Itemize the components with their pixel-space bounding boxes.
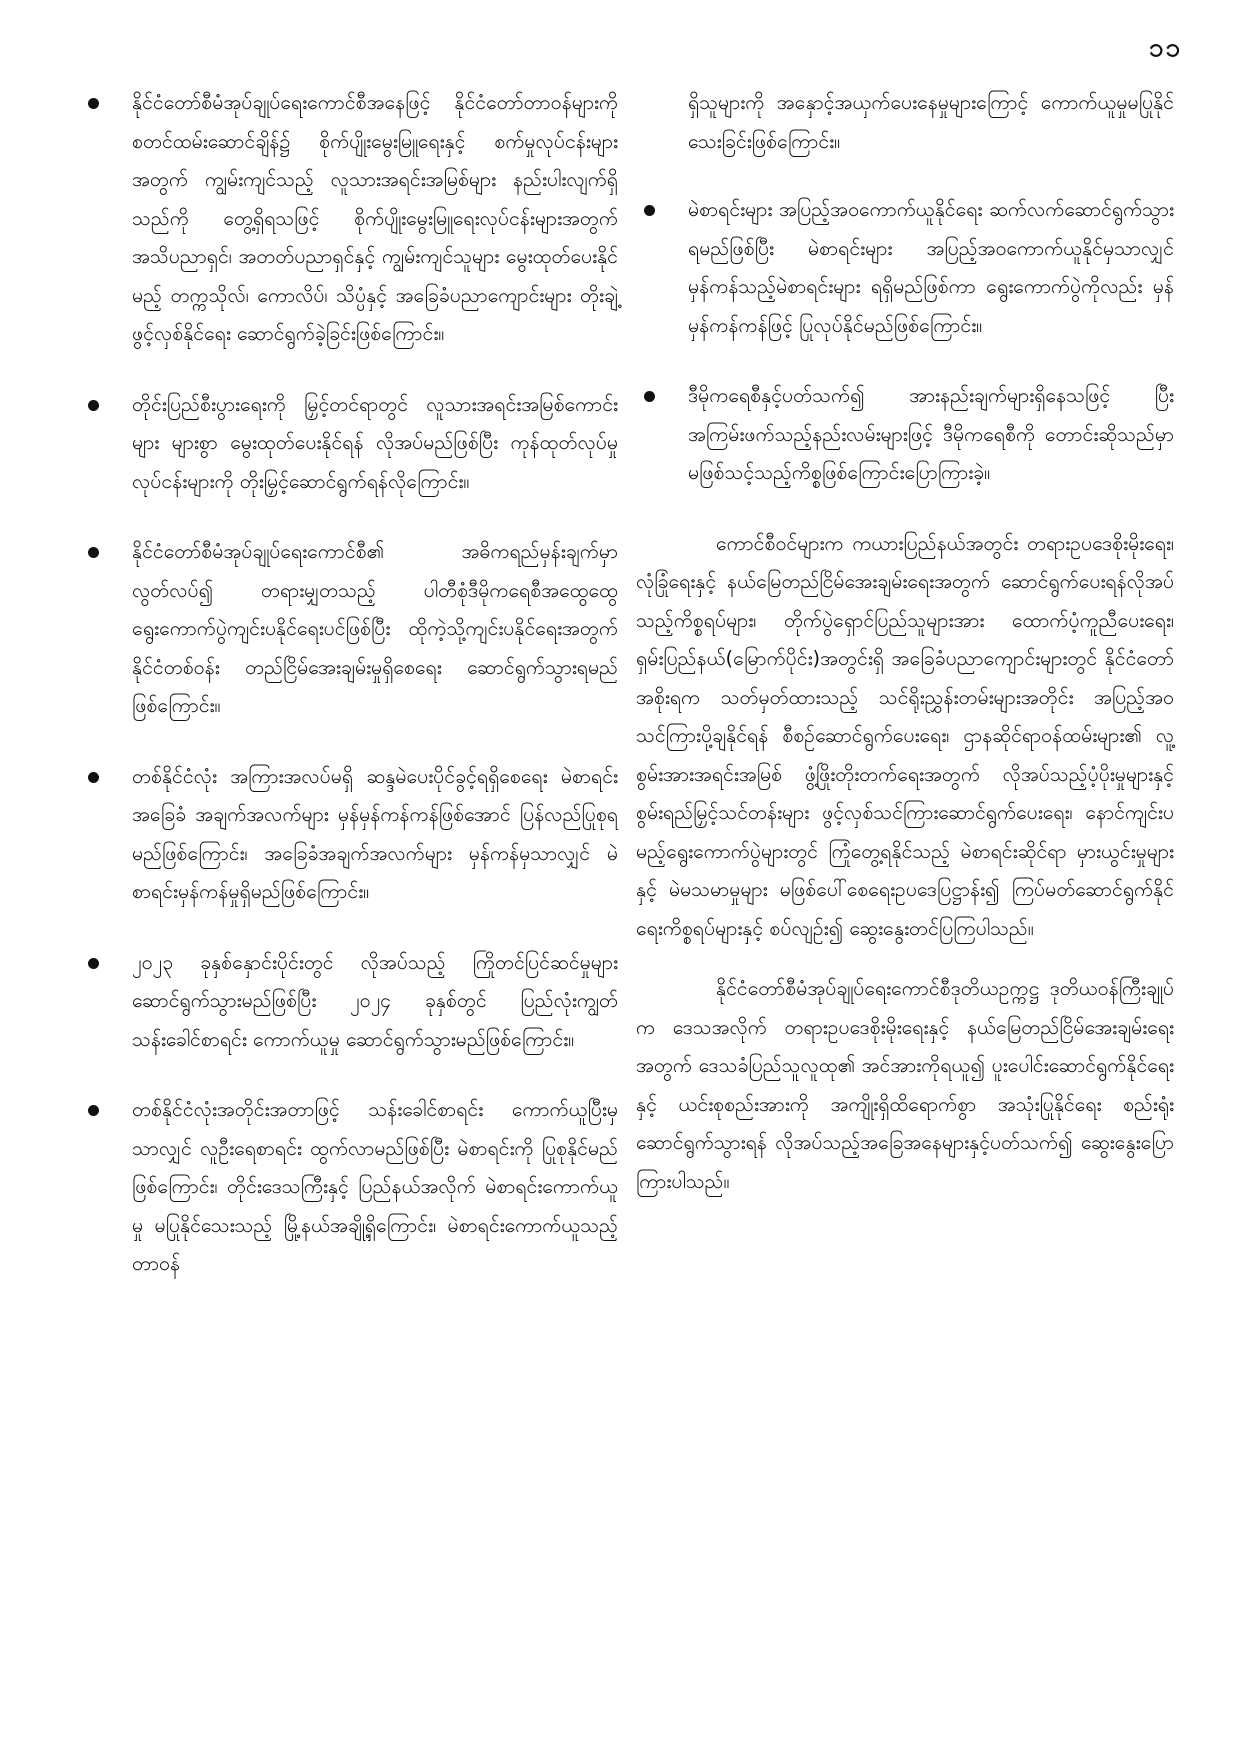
bullet-icon	[88, 547, 99, 558]
page-number: ၁၁	[1148, 33, 1182, 63]
list-item	[80, 944, 618, 1060]
bullet-text: နိုင်ငံတော်စီမံအုပ်ချုပ်ရေးကောင်စီအနေဖြင့် နိုင်ငံတော်တာဝန်များကို စတင်ထမ်းဆောင်ချိန်၌ စိုက်ပျိုးမွေးမြူရေးနှင့် စက်မှုလုပ်ငန်းများအတွက် ကျွမ်းကျင်သည့် လူသားအရင်းအမြစ်များ နည်းပါးလျက်ရှိသည်ကို တွေ့ရှိရသဖြင့် စိုက်ပျိုးမွေးမြူရေးလုပ်ငန်းများအတွက် အသိပညာရှင်၊ အတတ်ပညာရှင်နှင့် ကျွမ်းကျင်သူများ မွေးထုတ်ပေးနိုင်မည့် တက္ကသိုလ်၊ ကောလိပ်၊ သိပ္ပံနှင့် အခြေခံပညာကျောင်းများ တိုးချဲ့ဖွင့်လှစ်နိုင်ရေး ဆောင်ရွက်ခဲ့ခြင်းဖြစ်ကြောင်း။	[132, 91, 618, 345]
list-item	[80, 758, 618, 912]
continued-bullet-text: ရှိသူများကို အနှောင့်အယှက်ပေးနေမှုများကြောင့် ကောက်ယူမှုမပြုနိုင်သေးခြင်းဖြစ်ကြောင်း။	[688, 91, 1174, 153]
bullet-icon	[88, 400, 99, 411]
list-item	[80, 84, 618, 354]
list-item	[80, 533, 618, 726]
bullet-text: တစ်နိုင်ငံလုံး အကြားအလပ်မရှိ ဆန္ဒမဲပေးပိုင်ခွင့်ရရှိစေရေး မဲစာရင်းအခြေခံ အချက်အလက်များ မှန်မှန်ကန်ကန်ဖြစ်အောင် ပြန်လည်ပြုစုရမည်ဖြစ်ကြောင်း၊ အခြေခံအချက်အလက်များ မှန်ကန်မှသာလျှင် မဲစာရင်းမှန်ကန်မှုရှိမည်ဖြစ်ကြောင်း။	[132, 764, 618, 903]
bullet-icon	[644, 205, 655, 216]
bullet-icon	[88, 958, 99, 969]
bullet-text: မဲစာရင်းများ အပြည့်အဝကောက်ယူနိုင်ရေး ဆက်လက်ဆောင်ရွက်သွားရမည်ဖြစ်ပြီး မဲစာရင်းများ အပြည့်အဝကောက်ယူနိုင်မှသာလျှင် မှန်ကန်သည့်မဲစာရင်းများ ရရှိမည်ဖြစ်ကာ ရွေးကောက်ပွဲကိုလည်း မှန်မှန်ကန်ကန်ဖြင့် ပြုလုပ်နိုင်မည်ဖြစ်ကြောင်း။	[688, 198, 1174, 337]
bullet-text: ဒီမိုကရေစီနှင့်ပတ်သက်၍ အားနည်းချက်များရှိနေသဖြင့် ပြီး အကြမ်းဖက်သည့်နည်းလမ်းများဖြင့် ဒီမိုကရေစီကို တောင်းဆိုသည်မှာ မဖြစ်သင့်သည့်ကိစ္စဖြစ်ကြောင်းပြောကြားခဲ့။	[688, 384, 1174, 484]
right-bullet-list	[636, 191, 1174, 493]
bullet-text: တစ်နိုင်ငံလုံးအတိုင်းအတာဖြင့် သန်းခေါင်စာရင်း ကောက်ယူပြီးမှသာလျှင် လူဦးရေစာရင်း ထွက်လာမည်ဖြစ်ပြီး မဲစာရင်းကို ပြုစုနိုင်မည်ဖြစ်ကြောင်း၊ တိုင်းဒေသကြီးနှင့် ပြည်နယ်အလိုက် မဲစာရင်းကောက်ယူမှု မပြုနိုင်သေးသည့် မြို့နယ်အချို့ရှိကြောင်း၊ မဲစာရင်းကောက်ယူသည့် တာဝန်	[132, 1098, 618, 1275]
list-item	[636, 377, 1174, 493]
body-paragraph: နိုင်ငံတော်စီမံအုပ်ချုပ်ရေးကောင်စီဒုတိယဥက္ကဋ္ဌ ဒုတိယဝန်ကြီးချုပ်က ဒေသအလိုက် တရားဥပဒေစိုးမိုးရေးနှင့် နယ်မြေတည်ငြိမ်အေးချမ်းရေးအတွက် ဒေသခံပြည်သူလူထု၏ အင်အားကိုရယူ၍ ပူးပေါင်းဆောင်ရွက်နိုင်ရေးနှင့် ယင်းစုစည်းအားကို အကျိုးရှိထိရောက်စွာ အသုံးပြုနိုင်ရေး စည်းရုံးဆောင်ရွက်သွားရန် လိုအပ်သည့်အခြေအနေများနှင့်ပတ်သက်၍ ဆွေးနွေးပြောကြားပါသည်။	[636, 977, 1174, 1193]
list-item	[80, 1091, 618, 1284]
left-column	[80, 84, 618, 1316]
body-paragraph: ကောင်စီဝင်များက ကယားပြည်နယ်အတွင်း တရားဥပဒေစိုးမိုးရေး၊ လုံခြုံရေးနှင့် နယ်မြေတည်ငြိမ်အေးချမ်းရေးအတွက် ဆောင်ရွက်ပေးရန်လိုအပ်သည့်ကိစ္စရပ်များ၊ တိုက်ပွဲရှောင်ပြည်သူများအား ထောက်ပံ့ကူညီပေးရေး၊ ရှမ်းပြည်နယ်(မြောက်ပိုင်း)အတွင်းရှိ အခြေခံပညာကျောင်းများတွင် နိုင်ငံတော်အစိုးရက သတ်မှတ်ထားသည့် သင်ရိုးညွှန်းတမ်းများအတိုင်း အပြည့်အဝသင်ကြားပို့ချနိုင်ရန် စီစဉ်ဆောင်ရွက်ပေးရေး၊ ဌာနဆိုင်ရာဝန်ထမ်းများ၏ လူ့စွမ်းအားအရင်းအမြစ် ဖွံ့ဖြိုးတိုးတက်ရေးအတွက် လိုအပ်သည့်ပံ့ပိုးမှုများနှင့် စွမ်းရည်မြှင့်သင်တန်းများ ဖွင့်လှစ်သင်ကြားဆောင်ရွက်ပေးရေး၊ နောင်ကျင်းပမည့်ရွေးကောက်ပွဲများတွင် ကြုံတွေ့ရနိုင်သည့် မဲစာရင်းဆိုင်ရာ မှားယွင်းမှုများနှင့် မဲမသမာမှုများ မဖြစ်ပေါ်စေရေးဥပဒေပြဋ္ဌာန်း၍ ကြပ်မတ်ဆောင်ရွက်နိုင်ရေးကိစ္စရပ်များနှင့် စပ်လျဉ်း၍ ဆွေးနွေးတင်ပြကြပါသည်။	[636, 531, 1174, 940]
bullet-icon	[644, 391, 655, 402]
bullet-icon	[88, 1105, 99, 1116]
bullet-icon	[88, 772, 99, 783]
bullet-text: နိုင်ငံတော်စီမံအုပ်ချုပ်ရေးကောင်စီ၏ အဓိကရည်မှန်းချက်မှာ လွတ်လပ်၍ တရားမျှတသည့် ပါတီစုံဒီမိုကရေစီအထွေထွေ ရွေးကောက်ပွဲကျင်းပနိုင်ရေးပင်ဖြစ်ပြီး ထိုကဲ့သို့ကျင်းပနိုင်ရေးအတွက် နိုင်ငံတစ်ဝန်း တည်ငြိမ်အေးချမ်းမှုရှိစေရေး ဆောင်ရွက်သွားရမည်ဖြစ်ကြောင်း။	[132, 540, 618, 717]
list-item	[80, 386, 618, 502]
right-column	[636, 84, 1174, 1223]
bullet-icon	[88, 98, 99, 109]
bullet-text: ၂၀၂၃ ခုနှစ်နှောင်းပိုင်းတွင် လိုအပ်သည့် ကြိုတင်ပြင်ဆင်မှုများ ဆောင်ရွက်သွားမည်ဖြစ်ပြီး ၂၀၂၄ ခုနှစ်တွင် ပြည်လုံးကျွတ်သန်းခေါင်စာရင်း ကောက်ယူမှု ဆောင်ရွက်သွားမည်ဖြစ်ကြောင်း။	[132, 950, 618, 1051]
list-item	[636, 191, 1174, 345]
bullet-text: တိုင်းပြည်စီးပွားရေးကို မြှင့်တင်ရာတွင် လူသားအရင်းအမြစ်ကောင်းများ များစွာ မွေးထုတ်ပေးနိုင်ရန် လိုအပ်မည်ဖြစ်ပြီး ကုန်ထုတ်လုပ်မှုလုပ်ငန်းများကို တိုးမြှင့်ဆောင်ရွက်ရန်လိုကြောင်း။	[132, 392, 618, 493]
left-bullet-list	[80, 84, 618, 1284]
